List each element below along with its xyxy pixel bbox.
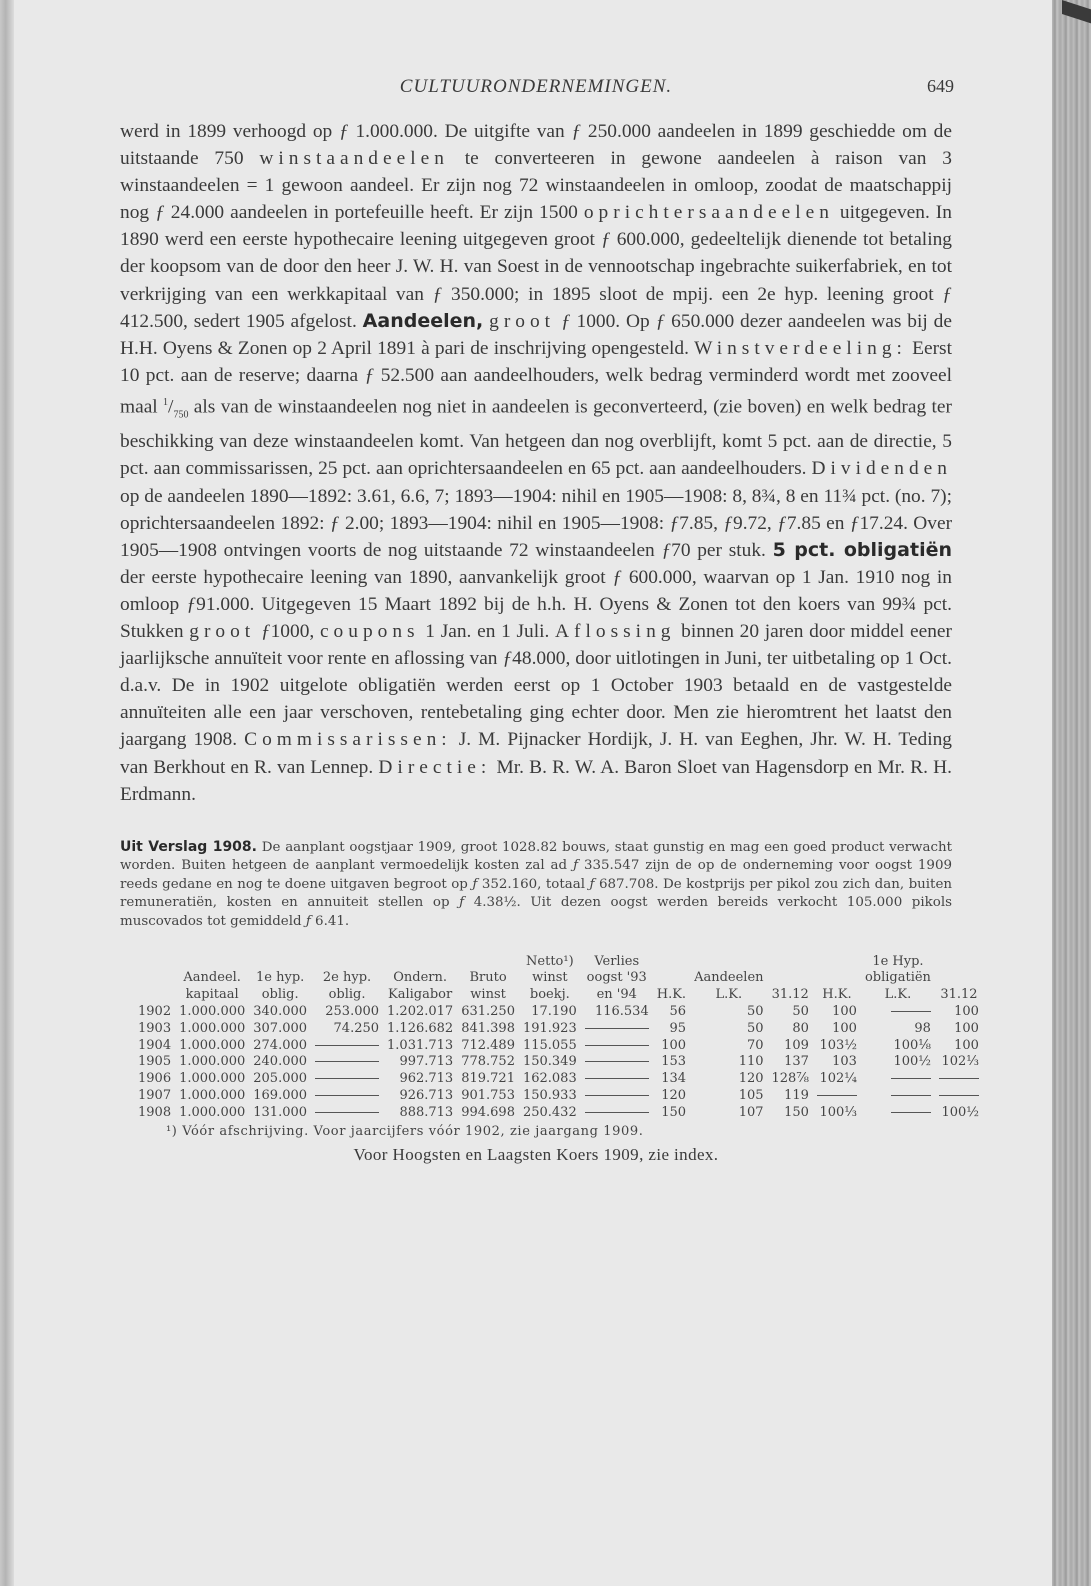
table-cell: 107	[738, 1104, 764, 1120]
table-cell: 56	[669, 1004, 687, 1020]
table-cell: winst	[532, 970, 568, 986]
annual-report-excerpt: Uit Verslag 1908. De aanplant oogstjaar 1909, groot 1028.82 bouws, staat gunstig en mag een goed product verwacht worden. Buiten hetgeen de aanplant vermoedelijk kosten zal ad ƒ 335.547 zijn de op de onderneming voor oogst 1909 reeds gedane en nog te doene uitgaven begroot op ƒ 352.160, totaal ƒ 687.708. De kostprijs per pikol zou zich dan, buiten remuneratiën, kosten en annuiteit stellen op ƒ 4.38½. Uit dezen oogst werden bereids verkocht 105.000 pikols muscovados tot gemiddeld ƒ 6.41.	[120, 838, 952, 930]
table-cell: H.K.	[656, 987, 687, 1003]
table-cell	[935, 970, 983, 987]
table-cell: 100½	[941, 1104, 979, 1120]
table-cell: 1903	[138, 1020, 172, 1036]
table-cell: 134	[661, 1071, 687, 1087]
table-cell: 340.000	[253, 1004, 308, 1020]
table-row	[120, 1071, 983, 1088]
table-cell: 150	[661, 1104, 687, 1120]
table-cell: obligatiën	[864, 970, 931, 986]
table-cell: 50	[746, 1020, 764, 1036]
table-cell: 31.12	[940, 987, 978, 1003]
table-cell	[175, 954, 249, 971]
table-cell: 712.489	[461, 1037, 515, 1053]
table-row	[120, 1038, 983, 1055]
table-cell: 841.398	[461, 1020, 515, 1036]
table-cell: 150.349	[522, 1054, 577, 1070]
table-cell	[861, 1105, 935, 1122]
table-cell: 31.12	[771, 987, 809, 1003]
table-cell: 1907	[138, 1088, 172, 1104]
table-cell: 2e hyp.	[322, 970, 372, 986]
table-cell: 110	[738, 1054, 764, 1070]
table-row	[120, 1004, 983, 1021]
table-cell: 1.031.713	[387, 1037, 454, 1053]
table-cell: 205.000	[253, 1071, 308, 1087]
table-cell	[249, 954, 311, 971]
table-cell: 997.713	[399, 1054, 454, 1070]
table-cell	[768, 954, 813, 971]
table-cell: 819.721	[461, 1071, 515, 1087]
table-cell	[768, 970, 813, 987]
section-heading-aandeelen: Aandeelen,	[362, 309, 484, 332]
table-cell: L.K.	[715, 987, 743, 1003]
table-cell: 1.000.000	[179, 1071, 246, 1087]
table-cell: 137	[784, 1054, 809, 1070]
table-cell: 1.000.000	[179, 1088, 246, 1104]
table-cell: Bruto	[469, 970, 507, 986]
table-cell	[581, 1054, 653, 1071]
table-cell: 1e hyp.	[256, 970, 305, 986]
table-cell	[581, 1038, 653, 1055]
table-cell: 1.202.017	[387, 1004, 454, 1020]
table-cell: 80	[792, 1020, 809, 1036]
table-cell	[861, 1088, 935, 1105]
table-cell	[120, 954, 175, 971]
table-cell: Kaligabor	[388, 987, 453, 1003]
page-number: 649	[927, 76, 954, 96]
table-cell: 240.000	[253, 1054, 308, 1070]
table-cell: 926.713	[399, 1088, 454, 1104]
table-cell: 1.000.000	[179, 1037, 246, 1053]
running-header	[120, 72, 952, 102]
table-header-row	[120, 954, 983, 971]
table-row	[120, 1054, 983, 1071]
table-cell: 1908	[138, 1104, 172, 1120]
report-heading: Uit Verslag 1908.	[120, 838, 257, 855]
table-cell: 1e Hyp.	[872, 953, 924, 969]
table-cell: 962.713	[399, 1071, 454, 1087]
table-cell: 994.698	[461, 1104, 515, 1120]
table-cell: en '94	[596, 987, 637, 1003]
table-cell: 1904	[138, 1037, 172, 1053]
table-cell	[935, 1088, 983, 1105]
table-cell: 95	[669, 1020, 687, 1036]
section-heading-obligatien: 5 pct. obligatiën	[772, 538, 952, 561]
book-page-edges-right	[1052, 0, 1091, 1586]
table-cell: 169.000	[253, 1088, 308, 1104]
table-row	[120, 1105, 983, 1122]
table-cell	[813, 1088, 861, 1105]
table-row	[120, 1021, 983, 1038]
running-title: CULTUURONDERNEMINGEN.	[399, 76, 673, 97]
table-cell: Aandeelen	[694, 970, 764, 986]
table-cell: 888.713	[399, 1104, 454, 1120]
table-cell: 100	[661, 1037, 687, 1053]
table-footnote: ¹) Vóór afschrijving. Voor jaarcijfers vóór 1902, zie jaargang 1909.	[166, 1123, 644, 1139]
table-cell: 1.126.682	[387, 1020, 454, 1036]
table-cell	[311, 1038, 383, 1055]
financial-table	[120, 954, 983, 1122]
table-cell	[690, 954, 767, 971]
table-cell	[581, 1071, 653, 1088]
table-cell: Ondern.	[393, 970, 447, 986]
table-cell: 307.000	[253, 1020, 308, 1036]
table-cell: 74.250	[333, 1020, 380, 1036]
table-cell: 100	[954, 1037, 979, 1053]
table-cell	[311, 1054, 383, 1071]
table-cell	[120, 987, 175, 1004]
table-cell: 1906	[138, 1071, 172, 1087]
table-cell: 1905	[138, 1054, 172, 1070]
table-cell: Verlies	[594, 953, 640, 969]
table-cell: 109	[784, 1037, 809, 1053]
table-cell: boekj.	[529, 987, 570, 1003]
table-cell: 50	[746, 1004, 764, 1020]
table-cell: 100	[954, 1004, 979, 1020]
table-cell: 100	[832, 1020, 857, 1036]
table-cell	[311, 1105, 383, 1122]
table-cell: 162.083	[522, 1071, 577, 1087]
table-header-row	[120, 987, 983, 1004]
table-cell	[311, 1071, 383, 1088]
table-cell: 1.000.000	[179, 1104, 246, 1120]
table-cell: 98	[914, 1020, 931, 1036]
table-cell: 102⅓	[941, 1054, 979, 1070]
table-cell: 120	[738, 1071, 764, 1087]
table-cell: 1.000.000	[179, 1054, 246, 1070]
closing-note: Voor Hoogsten en Laagsten Koers 1909, zie index.	[353, 1144, 719, 1164]
table-cell	[861, 1004, 935, 1021]
document-page	[120, 72, 979, 1165]
table-cell: 131.000	[253, 1104, 308, 1120]
table-cell: 253.000	[325, 1004, 380, 1020]
table-cell	[311, 1088, 383, 1105]
table-cell: winst	[470, 987, 506, 1003]
table-cell	[935, 1071, 983, 1088]
table-cell: 119	[784, 1088, 809, 1104]
table-cell	[813, 970, 861, 987]
table-cell: Netto¹)	[526, 953, 574, 969]
table-cell	[581, 1088, 653, 1105]
table-cell	[935, 954, 983, 971]
table-cell	[653, 970, 690, 987]
table-cell: 128⅞	[771, 1071, 809, 1087]
table-cell	[457, 954, 519, 971]
table-cell: 100½	[893, 1054, 931, 1070]
table-cell: 105	[738, 1088, 764, 1104]
table-cell: L.K.	[884, 987, 912, 1003]
table-cell	[581, 1021, 653, 1038]
table-cell: 1902	[138, 1004, 172, 1020]
table-cell	[861, 1071, 935, 1088]
table-cell	[581, 1105, 653, 1122]
table-cell: 70	[746, 1037, 764, 1053]
table-cell: Aandeel.	[183, 970, 241, 986]
table-cell: 103	[832, 1054, 857, 1070]
table-cell: 100⅓	[819, 1104, 857, 1120]
table-cell: 103½	[819, 1037, 857, 1053]
table-cell: kapitaal	[185, 987, 239, 1003]
table-cell: oblig.	[328, 987, 366, 1003]
book-gutter-left	[0, 0, 14, 1586]
table-cell: 153	[661, 1054, 687, 1070]
table-cell: 901.753	[461, 1088, 515, 1104]
table-cell: 250.432	[522, 1104, 577, 1120]
table-cell: H.K.	[822, 987, 852, 1003]
table-cell: 1.000.000	[179, 1004, 246, 1020]
table-cell	[383, 954, 457, 971]
table-cell: 100⅛	[893, 1037, 931, 1053]
table-cell: 100	[954, 1020, 979, 1036]
table-cell: 150	[784, 1104, 809, 1120]
table-cell: oogst '93	[586, 970, 647, 986]
table-cell: 191.923	[522, 1020, 577, 1036]
table-cell: oblig.	[261, 987, 299, 1003]
table-cell: 120	[661, 1088, 687, 1104]
table-cell: 102¼	[819, 1071, 857, 1087]
table-row	[120, 1088, 983, 1105]
table-header-row	[120, 970, 983, 987]
table-cell	[653, 954, 690, 971]
table-cell	[311, 954, 383, 971]
body-paragraph: werd in 1899 verhoogd op ƒ 1.000.000. De uitgifte van ƒ 250.000 aandeelen in 1899 geschiedde om de uitstaande 750 winstaandeelen te converteeren in gewone aandeelen à raison van 3 winstaandeelen = 1 gewoon aandeel. Er zijn nog 72 winstaandeelen in omloop, zoodat de maatschappij nog ƒ 24.000 aandeelen in portefeuille heeft. Er zijn 1500 oprichtersaandeelen uitgegeven. In 1890 werd een eerste hypothecaire leening uitgegeven groot ƒ 600.000, gedeeltelijk dienende tot betaling der koopsom van de door den heer J. W. H. van Soest in de vennootschap ingebrachte suikerfabriek, en tot verkrijging van een werkkapitaal van ƒ 350.000; in 1895 sloot de mpij. een 2e hyp. leening groot ƒ 412.500, sedert 1905 afgelost. Aandeelen, groot ƒ 1000. Op ƒ 650.000 dezer aandeelen was bij de H.H. Oyens & Zonen op 2 April 1891 à pari de inschrijving opengesteld. Winstverdeeling: Eerst 10 pct. aan de reserve; daarna ƒ 52.500 aan aandeelhouders, welk bedrag verminderd wordt met zooveel maal $^1/_{750}$ als van de winstaandeelen nog niet in aandeelen is geconverteerd, (zie boven) en welk bedrag ter beschikking van deze winstaandeelen komt. Van hetgeen dan nog overblijft, komt 5 pct. aan de directie, 5 pct. aan commissarissen, 25 pct. aan oprichtersaandeelen en 65 pct. aan aandeelhouders. Dividenden op de aandeelen 1890—1892: 3.61, 6.6, 7; 1893—1904: nihil en 1905—1908: 8, 8¾, 8 en 11¾ pct. (no. 7); oprichtersaandeelen 1892: ƒ 2.00; 1893—1904: nihil en 1905—1908: ƒ7.85, ƒ9.72, ƒ7.85 en ƒ17.24. Over 1905—1908 ontvingen voorts de nog uitstaande 72 winstaandeelen ƒ70 per stuk. 5 pct. obligatiën der eerste hypothecaire leening van 1890, aanvankelijk groot ƒ 600.000, waarvan op 1 Jan. 1910 nog in omloop ƒ91.000. Uitgegeven 15 Maart 1892 bij de h.h. H. Oyens & Zonen tot den koers van 99¾ pct. Stukken groot ƒ1000, coupons 1 Jan. en 1 Juli. Aflossing binnen 20 jaren door middel eener jaarlijksche annuïteit voor rente en aflossing van ƒ48.000, door uitlotingen in Juni, ter uitbetaling op 1 Oct. d.a.v. De in 1902 uitgelote obligatiën werden eerst op 1 October 1903 betaald en de vastgestelde annuïteiten alle een jaar verschoven, rentebetaling ging echter door. Men zie hieromtrent het laatst den jaargang 1908. Commissarissen: J. M. Pijnacker Hordijk, J. H. van Eeghen, Jhr. W. H. Teding van Berkhout en R. van Lennep. Directie: Mr. B. R. W. A. Baron Sloet van Hagensdorp en Mr. R. H. Erdmann.	[120, 121, 953, 805]
table-cell: 115.055	[522, 1037, 577, 1053]
table-cell: 274.000	[253, 1037, 308, 1053]
table-cell: 17.190	[531, 1004, 577, 1020]
table-cell: 150.933	[522, 1088, 577, 1104]
table-cell: 631.250	[461, 1004, 515, 1020]
company-description	[120, 118, 952, 808]
table-cell: 1.000.000	[179, 1020, 246, 1036]
table-cell	[813, 954, 861, 971]
table-cell: 100	[832, 1004, 857, 1020]
table-cell: 116.534	[594, 1004, 649, 1020]
table-cell: 778.752	[461, 1054, 515, 1070]
table-cell: 50	[792, 1004, 809, 1020]
table-cell	[120, 970, 175, 987]
